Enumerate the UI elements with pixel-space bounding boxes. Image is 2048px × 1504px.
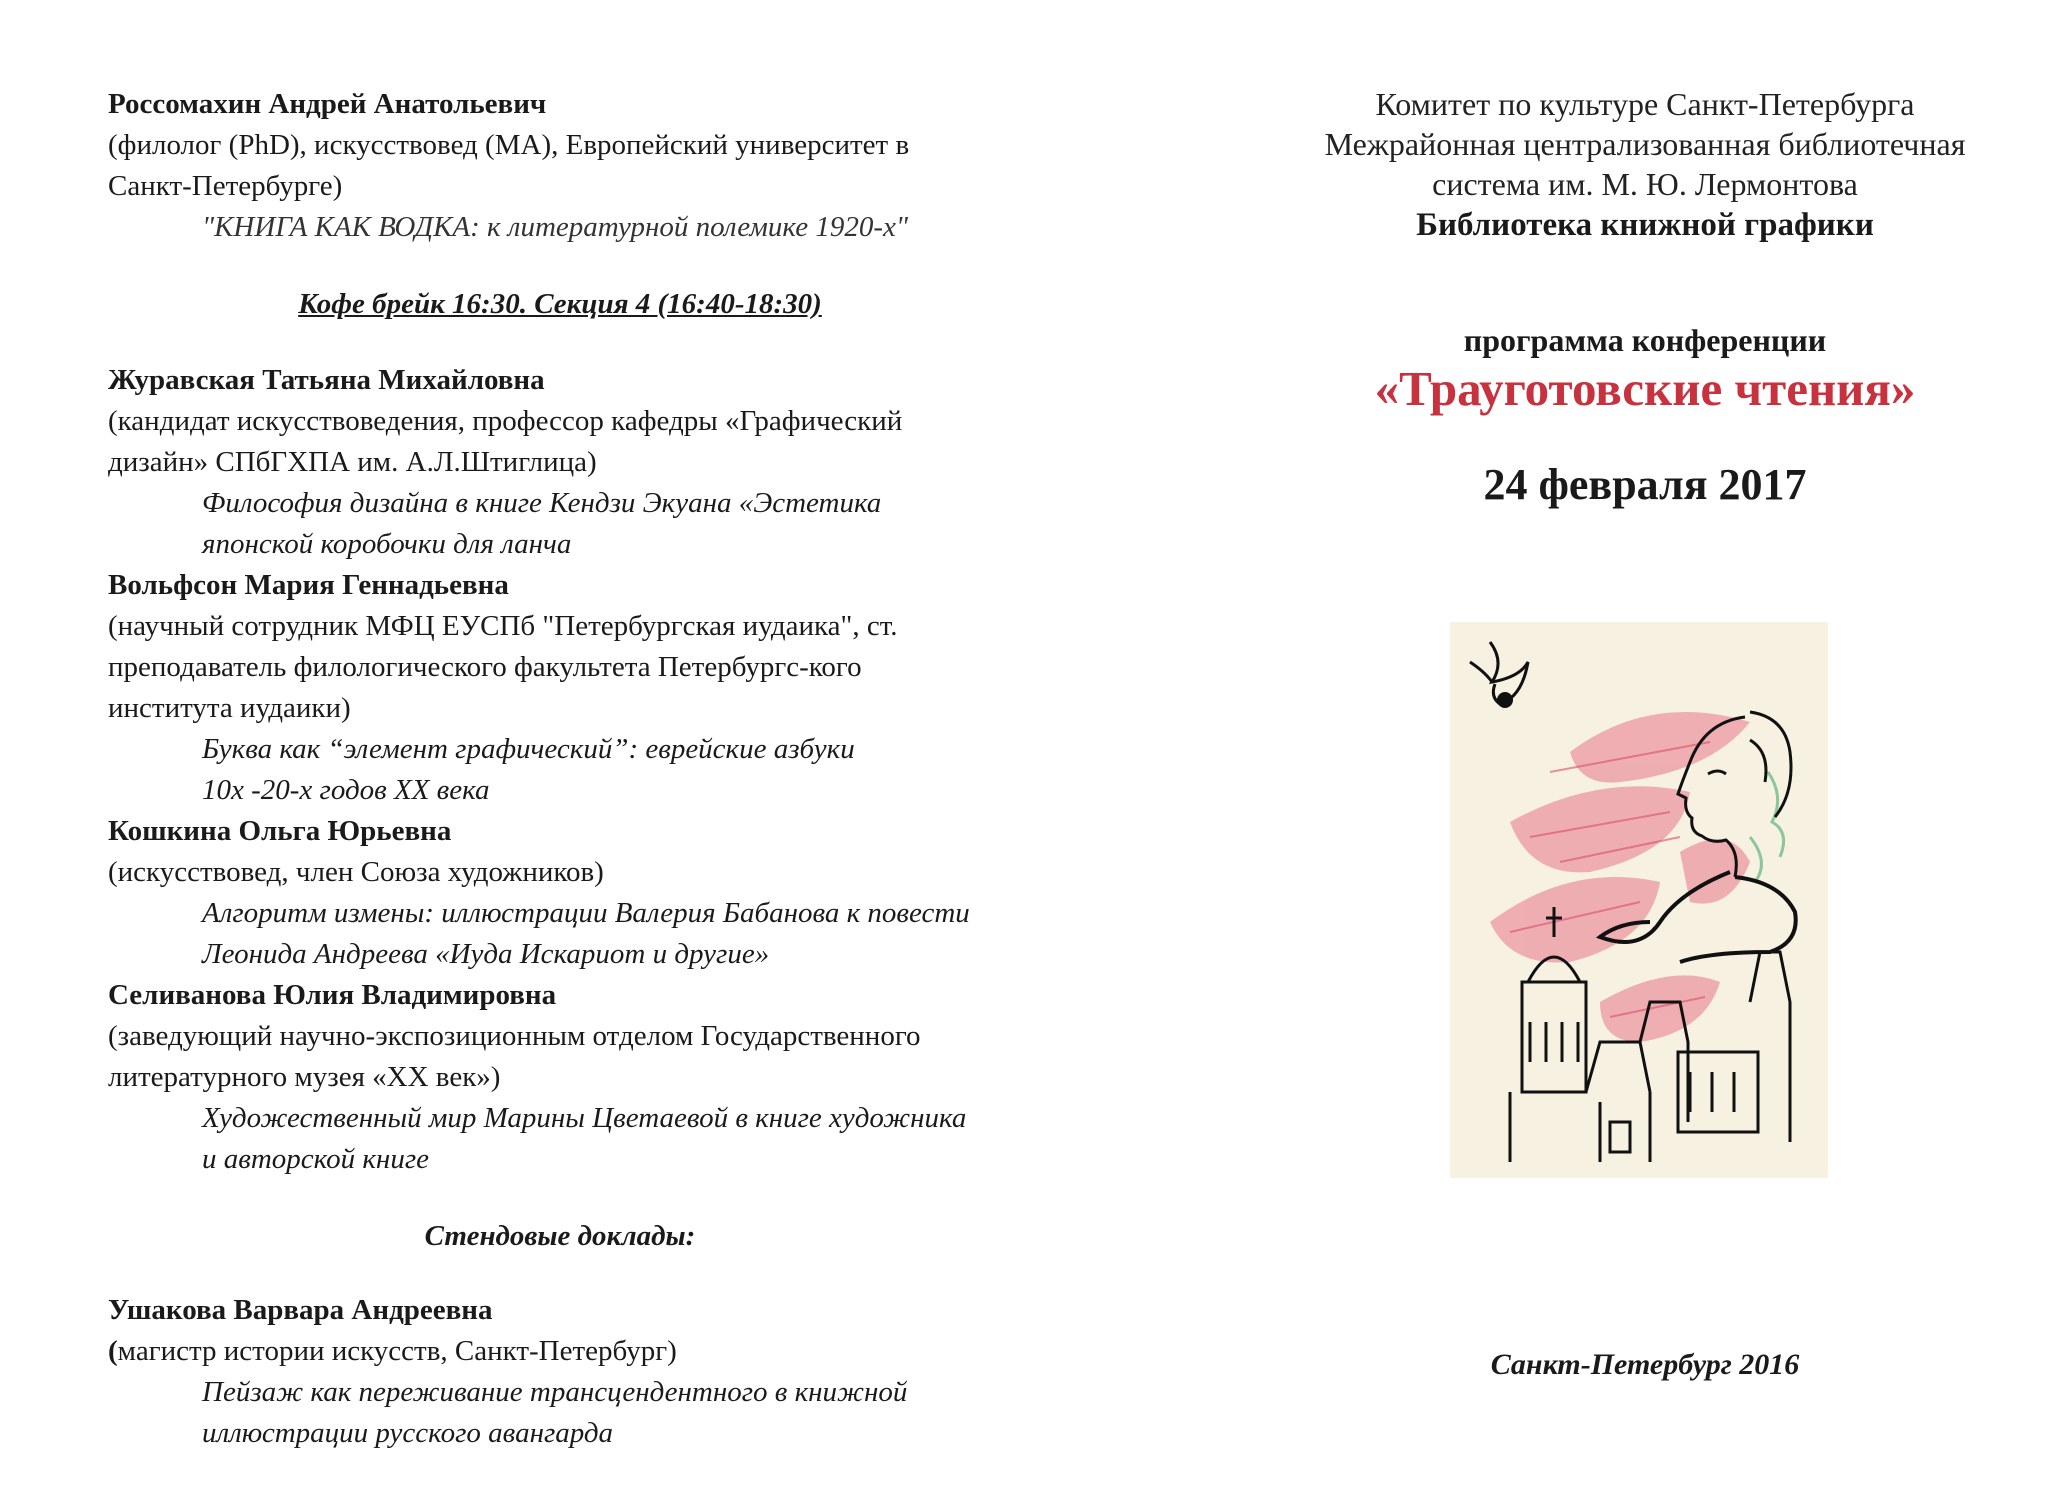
- talk-title: Художественный мир Марины Цветаевой в книге художника: [202, 1102, 967, 1134]
- talk-title: Буква как “элемент графический”: еврейские азбуки: [202, 733, 855, 765]
- conference-date: 24 февраля 2017: [1483, 460, 1807, 509]
- speaker-info: [108, 1331, 1048, 1372]
- speaker-info: (научный сотрудник МФЦ ЕУСПб "Петербургская иудаика", ст.: [108, 610, 898, 642]
- speaker-info: института иудаики): [108, 692, 351, 724]
- speaker-name: Журавская Татьяна Михайловна: [108, 364, 545, 396]
- speaker-name: Кошкина Ольга Юрьевна: [108, 815, 452, 847]
- speaker-info-text: магистр истории искусств, Санкт-Петербург): [117, 1335, 677, 1367]
- speaker-name: Селиванова Юлия Владимировна: [108, 979, 557, 1011]
- talk-title: Философия дизайна в книге Кендзи Экуана «Эстетика: [202, 487, 882, 519]
- talk-title: Пейзаж как переживание трансцендентного в книжной: [202, 1376, 908, 1408]
- speaker-info: литературного музея «ХХ век»): [108, 1061, 501, 1093]
- library-name: Библиотека книжной графики: [1416, 207, 1874, 243]
- talk-title: Алгоритм измены: иллюстрации Валерия Бабанова к повести: [202, 897, 970, 929]
- organizer-line: Комитет по культуре Санкт-Петербурга: [1375, 86, 1915, 122]
- speaker-info: преподаватель филологического факультета Петербургс-кого: [108, 651, 862, 683]
- speaker-info: (искусствовед, член Союза художников): [108, 856, 604, 888]
- speaker-name: Россомахин Андрей Анатольевич: [108, 88, 547, 120]
- poster-section-heading: Стендовые доклады:: [424, 1220, 696, 1252]
- program-left-column: [108, 84, 1048, 1454]
- talk-title: японской коробочки для ланча: [202, 528, 572, 560]
- speaker-info: (кандидат искусствоведения, профессор кафедры «Графический: [108, 405, 903, 437]
- publication-place-year: Санкт-Петербург 2016: [1490, 1348, 1800, 1381]
- talk-title: и авторской книге: [202, 1143, 430, 1175]
- ink-drawing-illustration: [1450, 622, 1828, 1178]
- conference-title: «Трауготовские чтения»: [1374, 361, 1916, 416]
- speaker-info: дизайн» СПбГХПА им. А.Л.Штиглица): [108, 446, 597, 478]
- speaker-info-bracket: (: [108, 1335, 118, 1367]
- speaker-info: (заведующий научно-экспозиционным отделом Государственного: [108, 1020, 921, 1052]
- speaker-info: (филолог (PhD), искусствовед (MA), Европейский университет в: [108, 129, 910, 161]
- cover-illustration: [1450, 622, 1828, 1178]
- cover-right-column: [1250, 84, 2040, 512]
- talk-title: "КНИГА КАК ВОДКА: к литературной полемике 1920-х": [202, 211, 909, 243]
- speaker-name: Ушакова Варвара Андреевна: [108, 1294, 493, 1326]
- section-heading: Кофе брейк 16:30. Секция 4 (16:40-18:30): [298, 288, 822, 320]
- organizer-line: Межрайонная централизованная библиотечная: [1324, 126, 1966, 162]
- organizer-line: система им. М. Ю. Лермонтова: [1432, 166, 1858, 202]
- speaker-info: Санкт-Петербурге): [108, 170, 343, 202]
- talk-title: Леонида Андреева «Иуда Искариот и другие»: [202, 938, 770, 970]
- speaker-name: Вольфсон Мария Геннадьевна: [108, 569, 509, 601]
- talk-title: иллюстрации русского авангарда: [202, 1417, 614, 1449]
- talk-title: 10х -20-х годов ХХ века: [202, 774, 490, 806]
- program-label: программа конференции: [1463, 322, 1827, 358]
